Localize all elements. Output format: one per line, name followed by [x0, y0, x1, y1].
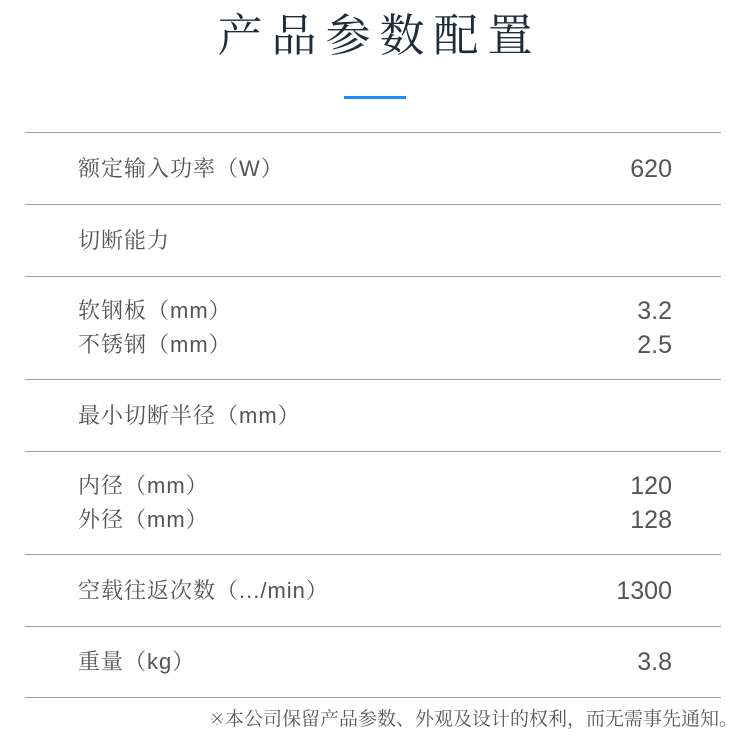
- spec-label-line: 不锈钢（mm）: [78, 332, 232, 357]
- spec-label-line: 内径（mm）: [78, 473, 209, 498]
- spec-row-weight: [25, 626, 721, 698]
- spec-row-diameters: [25, 451, 721, 554]
- spec-label: [78, 294, 232, 362]
- spec-label: [78, 399, 301, 433]
- spec-label: [78, 645, 195, 679]
- spec-row-steel-plates: [25, 276, 721, 379]
- spec-value-line: 120: [630, 472, 672, 500]
- spec-label: [78, 469, 209, 537]
- spec-label: [78, 574, 329, 608]
- spec-value: [637, 645, 672, 679]
- spec-label-line: 切断能力: [78, 227, 171, 253]
- spec-value-line: 3.2: [637, 297, 672, 325]
- spec-table: [25, 132, 721, 698]
- spec-row-min-cutting-radius: [25, 379, 721, 451]
- spec-row-rated-input-power: [25, 132, 721, 204]
- spec-value: [630, 152, 672, 186]
- page-title: 产品参数配置: [217, 10, 542, 61]
- spec-row-no-load-strokes: [25, 554, 721, 626]
- footer-note: ※本公司保留产品参数、外观及设计的权利，而无需事先通知。: [209, 709, 738, 730]
- spec-label-line: 外径（mm）: [78, 507, 209, 532]
- title-underline-accent: [344, 96, 406, 99]
- spec-label: [78, 224, 170, 258]
- spec-value-line: 3.8: [637, 648, 672, 676]
- spec-value-line: 620: [630, 154, 672, 183]
- spec-value-line: 1300: [616, 576, 672, 605]
- spec-value: [637, 294, 672, 362]
- spec-label-line: 空载往返次数（.../min）: [78, 577, 329, 603]
- spec-label-line: 最小切断半径（mm）: [78, 402, 301, 428]
- spec-label-line: 额定输入功率（W）: [78, 155, 284, 181]
- spec-value-line: 128: [630, 506, 672, 534]
- spec-label: [78, 152, 284, 186]
- spec-label-line: 软钢板（mm）: [78, 298, 232, 323]
- spec-value-line: 2.5: [637, 331, 672, 359]
- spec-value: [616, 574, 672, 608]
- spec-row-cutting-capacity: [25, 204, 721, 276]
- spec-value: [630, 469, 672, 537]
- spec-label-line: 重量（kg）: [78, 649, 196, 674]
